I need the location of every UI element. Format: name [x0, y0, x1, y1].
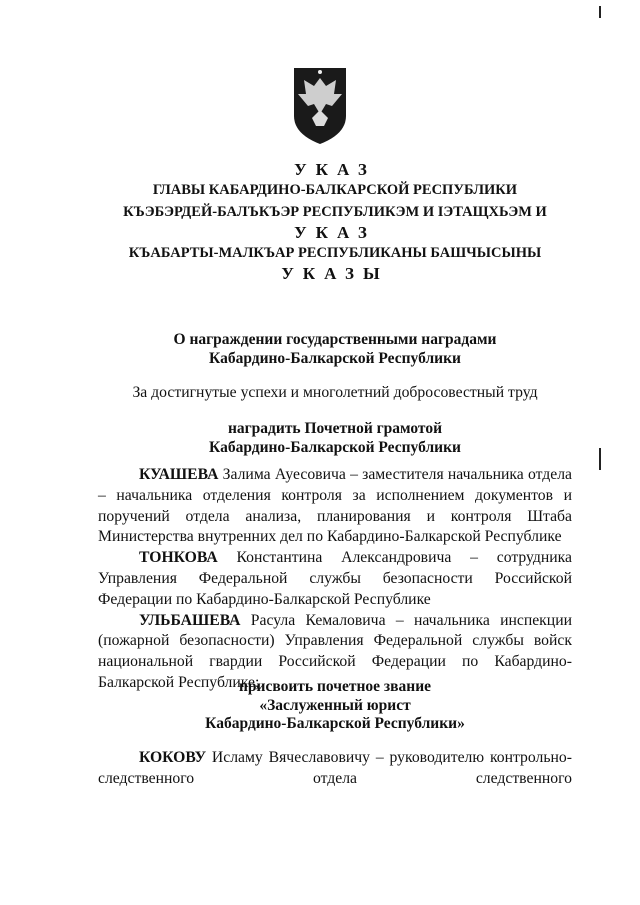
header-line: ГЛАВЫ КАБАРДИНО-БАЛКАРСКОЙ РЕСПУБЛИКИ: [152, 182, 518, 198]
title-heading-line: присвоить почетное звание: [238, 678, 432, 695]
awardee-paragraph: [98, 548, 572, 610]
awardee-surname: КУАШЕВА: [139, 466, 219, 483]
awardee-surname: ТОНКОВА: [139, 549, 218, 567]
awardee-surname: УЛЬБАШЕВА: [139, 611, 241, 629]
awardee-details: Исламу Вячеславовичу – руководителю контрольно-следственного отдела следственного: [98, 749, 572, 787]
awardee-surname: КОКОВУ: [139, 749, 207, 766]
title-heading: [98, 678, 572, 734]
awardee-details: Залима Ауесовича – заместителя начальника отдела – начальника отделения контроля за исполнением документов и поручений отдела анализа, планирования и контроля Штаба Министерства внутренних дел по Кабардино-Балкарской Республике: [98, 466, 572, 546]
title-heading-line: Кабардино-Балкарской Республики»: [205, 715, 465, 732]
preamble: За достигнутые успехи и многолетний добросовестный труд: [132, 384, 538, 401]
award-heading-line: наградить Почетной грамотой: [227, 420, 443, 437]
header-line: КЪАБАРТЫ-МАЛКЪАР РЕСПУБЛИКАНЫ БАШЧЫСЫНЫ: [128, 245, 542, 261]
scan-mark: [599, 448, 601, 470]
subject-line: Кабардино-Балкарской Республики: [209, 349, 461, 367]
awardee-details: Расула Кемаловича – начальника инспекции (пожарной безопасности) Управления Федеральной службы войск национальной гвардии Российской Федерации по Кабардино-Балкарской Республике;: [98, 611, 572, 691]
award-heading-line: Кабардино-Балкарской Республики: [209, 438, 461, 456]
subject-line: О награждении государственными наградами: [173, 331, 497, 348]
award-list: [98, 465, 572, 694]
awardee-details: Константина Александровича – сотрудника Управления Федеральной службы безопасности Российской Федерации по Кабардино-Балкарской Республике: [98, 549, 572, 608]
scan-mark: [599, 6, 601, 18]
awardee-paragraph: [98, 465, 572, 548]
coat-of-arms-emblem: [290, 64, 350, 146]
title-award-list: [98, 748, 572, 790]
award-heading: [98, 420, 572, 457]
decree-header: [98, 160, 572, 283]
decree-title: УКАЗ: [294, 160, 376, 179]
decree-subject: [98, 331, 572, 368]
title-heading-line: «Заслуженный юрист: [259, 696, 411, 714]
decree-title: УКАЗЫ: [281, 264, 389, 283]
awardee-paragraph: [98, 748, 572, 790]
header-line: КЪЭБЭРДЕЙ-БАЛЪКЪЭР РЕСПУБЛИКЭМ И IЭТАЩХЬЭМ И: [123, 204, 547, 220]
decree-title: УКАЗ: [294, 223, 376, 242]
